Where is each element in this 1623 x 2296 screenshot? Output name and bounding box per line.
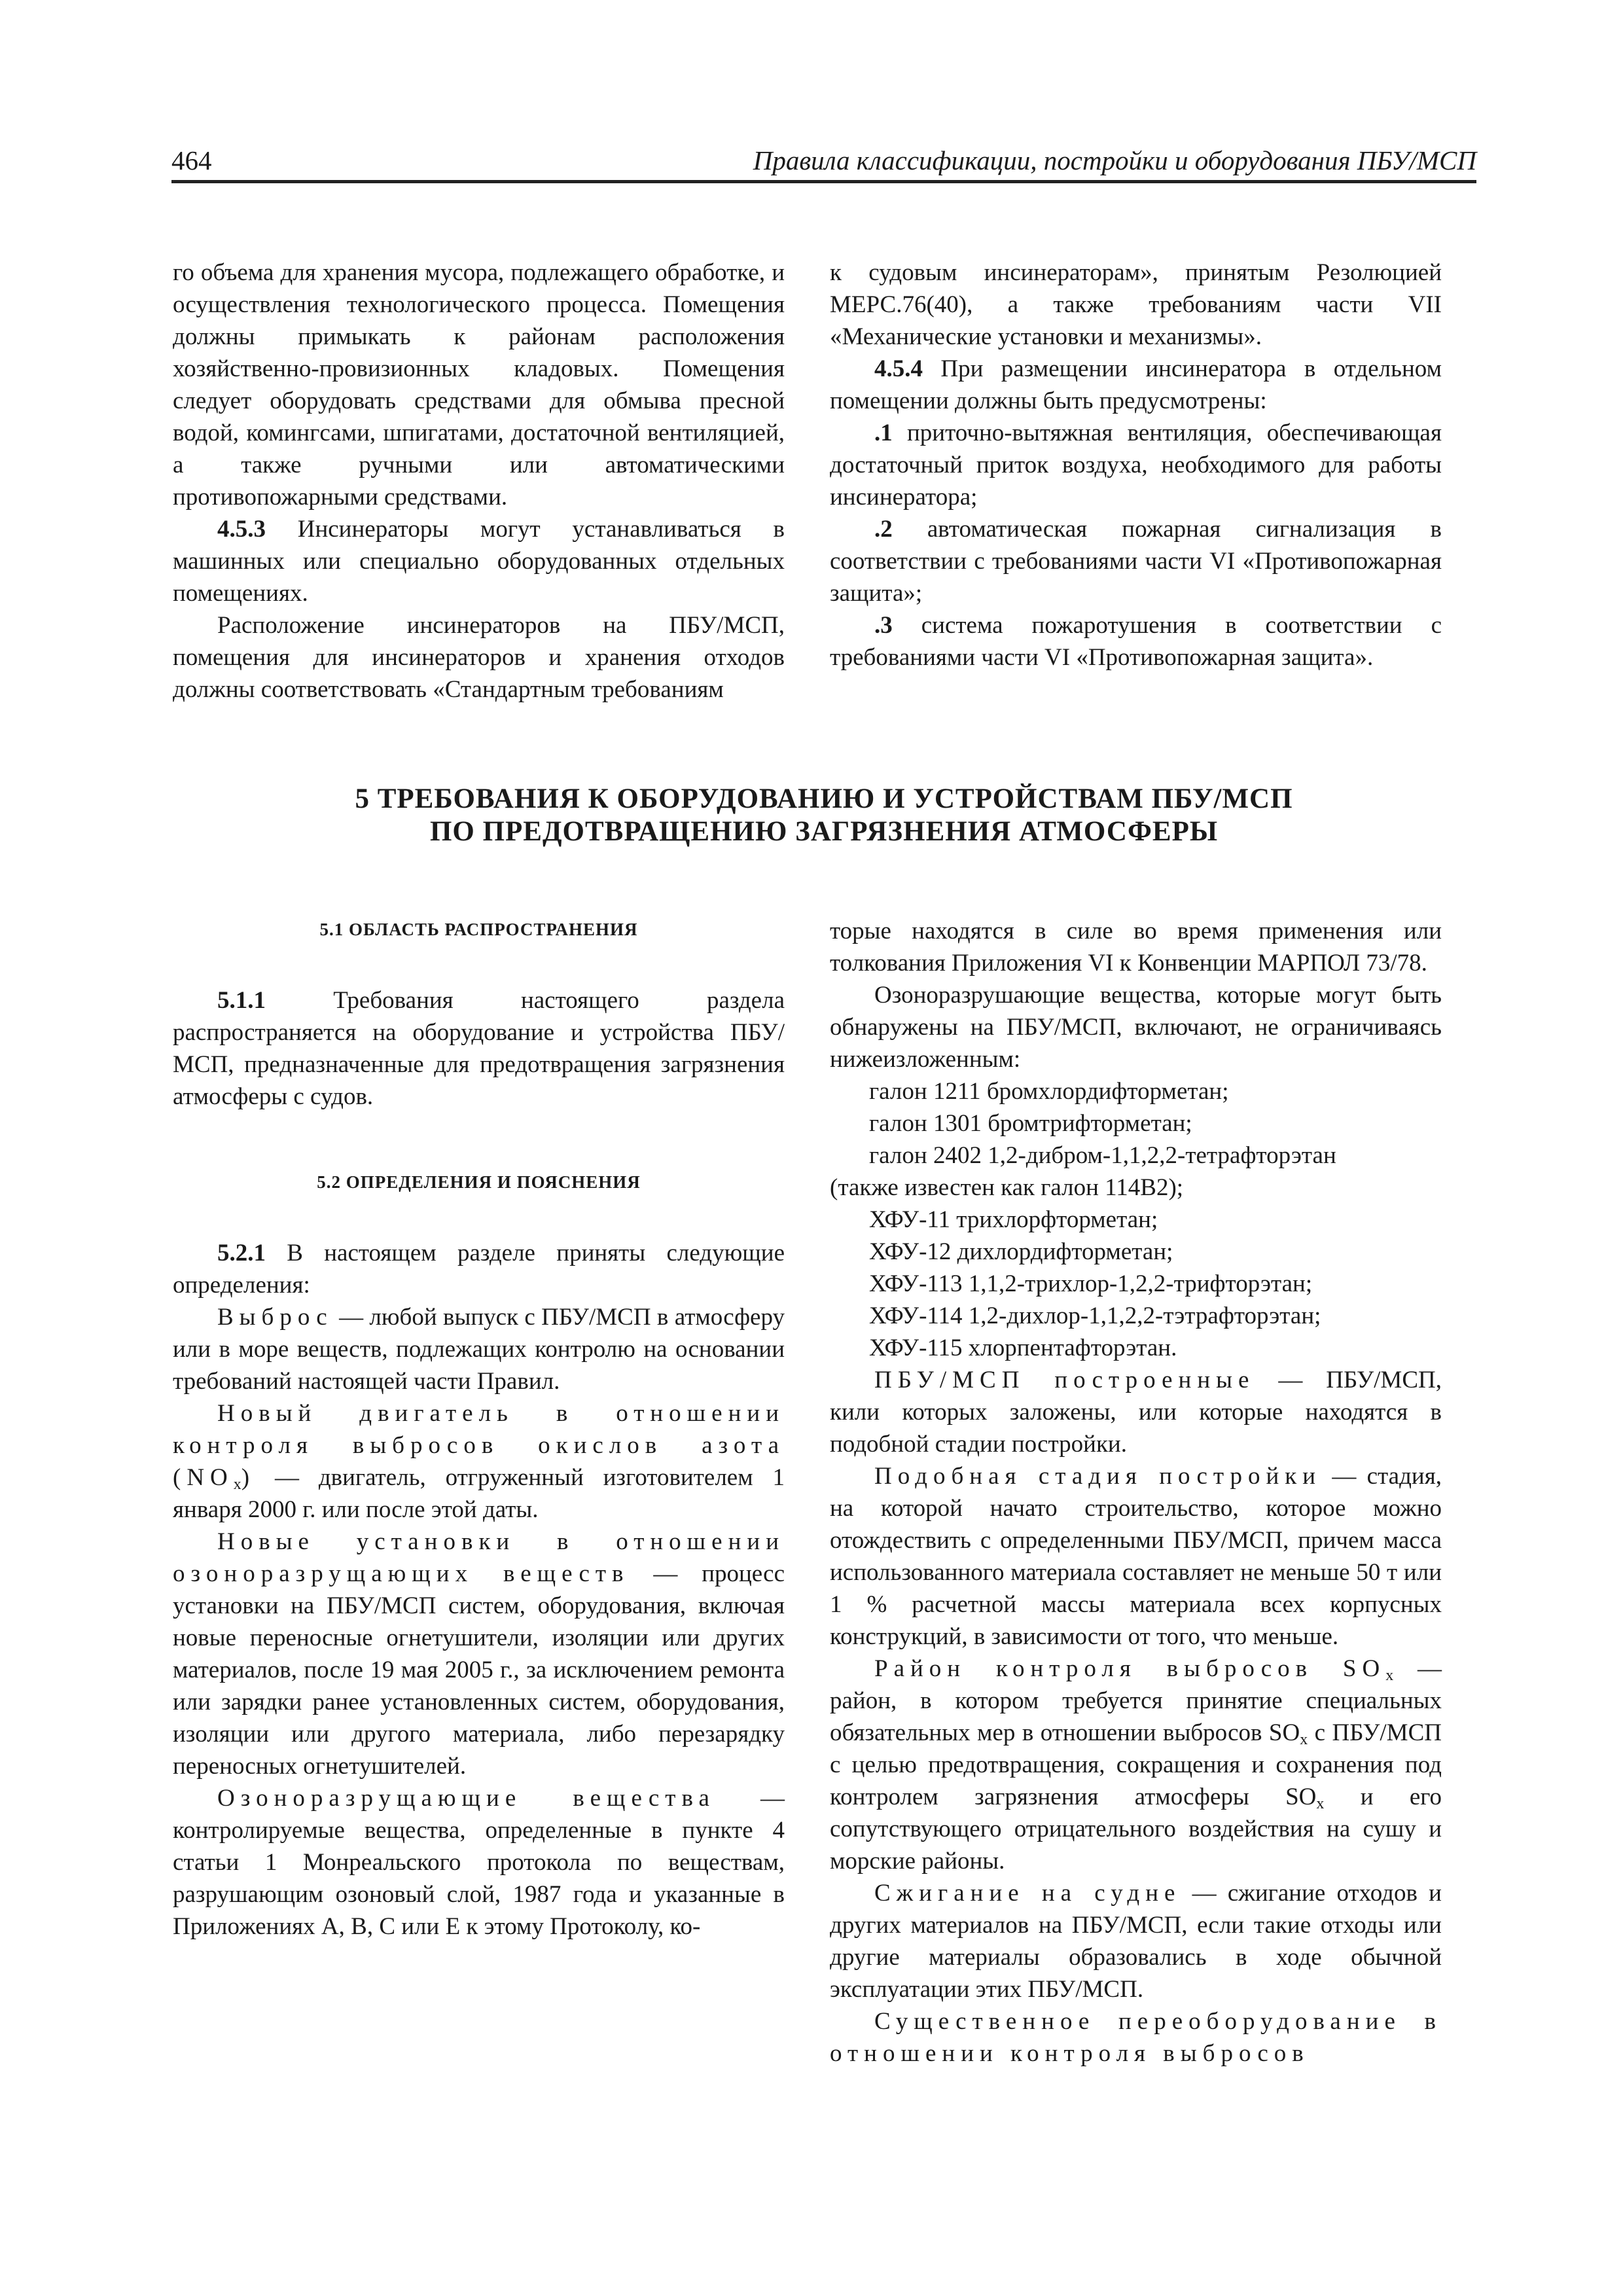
page-number: 464 — [171, 145, 212, 175]
clause-text: Инсинераторы могут устанавливаться в машинных или специально оборудованных отдельных помещениях. — [173, 516, 785, 607]
top-left-column — [173, 257, 785, 706]
page-header — [171, 141, 1476, 183]
subscript: x — [1316, 1795, 1325, 1812]
item-text: автоматическая пожарная сигнализация в соответствии с требованиями части VI «Противопожарная защита»; — [830, 516, 1442, 607]
item-number: .1 — [874, 420, 893, 446]
definition — [173, 1526, 785, 1782]
subsection-heading: 5.2 ОПРЕДЕЛЕНИЯ И ПОЯСНЕНИЯ — [317, 1172, 641, 1192]
paragraph: к судовым инсинераторам», принятым Резолюцией МЕРС.76(40), а также требованиям части VII «Механические установки и механизмы». — [830, 259, 1442, 350]
definition-term: Подобная стадия постройки — [874, 1463, 1322, 1490]
clause-4-5-3 — [173, 513, 785, 609]
subscript: x — [1300, 1731, 1308, 1748]
item-number: .3 — [874, 612, 893, 639]
list-item — [830, 513, 1442, 609]
clause-5-1-1 — [173, 984, 785, 1113]
clause-4-5-4 — [830, 353, 1442, 417]
subscript: x — [1385, 1667, 1394, 1684]
clause-text: Требования настоящего раздела распространяется на оборудование и устройства ПБУ/МСП, предназначенные для предотвращения загрязнения атмосферы с судов. — [173, 987, 785, 1110]
definition — [830, 2005, 1442, 2070]
section-title — [171, 783, 1476, 848]
definition-text: — район, в котором требуется принятие специальных обязательных мер в отношении выбросов SO — [830, 1655, 1442, 1746]
paragraph: Расположение инсинераторов на ПБУ/МСП, помещения для инсинераторов и хранения отходов должны соответствовать «Стандартным требованиям — [173, 612, 785, 703]
definition-text: — стадия, на которой начато строительство, которое можно отождествить с определенными ПБУ/МСП, причем масса использованного материала составляет не меньше 50 т или 1 % расчетной массы материала всех корпусных конструкций, в зависимости от того, что меньше. — [830, 1463, 1442, 1650]
subsection-heading: 5.1 ОБЛАСТЬ РАСПРОСТРАНЕНИЯ — [319, 920, 638, 939]
paragraph: го объема для хранения мусора, подлежащего обработке, и осуществления технологического процесса. Помещения должны примыкать к районам расположения хозяйственно-провизионных кладовых. Помещения следует оборудовать средствами для обмыва пресной водой, комингсами, шпигатами, достаточной вентиляцией, а также ручными или автоматическими противопожарными средствами. — [173, 259, 785, 511]
list-item: галон 1211 бромхлордифторметан; — [869, 1078, 1229, 1105]
item-text: приточно-вытяжная вентиляция, обеспечивающая достаточный приток воздуха, необходимого для работы инсинератора; — [830, 420, 1442, 511]
definition — [173, 1397, 785, 1526]
definition-term: Новые установки в отношении озоноразрущающих веществ — [173, 1528, 785, 1587]
subscript: x — [233, 1476, 241, 1493]
list-item: ХФУ-11 трихлорфторметан; — [869, 1206, 1158, 1233]
paragraph: торые находятся в силе во время применения или толкования Приложения VI к Конвенции МАРПОЛ 73/78. — [830, 918, 1442, 977]
list-item: галон 1301 бромтрифторметан; — [869, 1110, 1192, 1137]
list-item: ХФУ-115 хлорпентафторэтан. — [869, 1335, 1177, 1361]
definition-text: — любой выпуск с ПБУ/МСП в атмосферу или в море веществ, подлежащих контролю на основании требований настоящей части Правил. — [173, 1304, 785, 1395]
list-item: ХФУ-113 1,1,2-трихлор-1,2,2-трифторэтан; — [869, 1270, 1313, 1297]
section-title-line: ПО ПРЕДОТВРАЩЕНИЮ ЗАГРЯЗНЕНИЯ АТМОСФЕРЫ — [429, 816, 1219, 847]
definition-text: — двигатель, отгруженный изготовителем 1 января 2000 г. или после этой даты. — [173, 1464, 785, 1523]
definition-text: — сжигание отходов и других материалов на ПБУ/МСП, если такие отходы или другие материалы образовались в ходе обычной эксплуатации этих ПБУ/МСП. — [830, 1880, 1442, 2003]
definition-term: Озоноразрущающие вещества — [217, 1785, 715, 1812]
definition — [173, 1782, 785, 1943]
definition-text: — процесс установки на ПБУ/МСП систем, оборудования, включая новые переносные огнетушители, изоляции или других материалов, после 19 мая 2005 г., за исключением ремонта или зарядки ранее установленных систем, оборудования, изоляции или другого материала, либо перезарядку переносных огнетушителей. — [173, 1560, 785, 1780]
definition-term: Район контроля выбросов SO — [874, 1655, 1386, 1682]
definition — [830, 1364, 1442, 1460]
definition-text: с ПБУ/МСП с целью предотвращения, сокращения и сохранения под контролем загрязнения атмосферы SO — [830, 1719, 1442, 1810]
definition-text: и его сопутствующего отрицательного воздействия на сушу и морские районы. — [830, 1784, 1442, 1874]
bottom-right-column — [830, 915, 1442, 2070]
clause-5-2-1 — [173, 1237, 785, 1301]
bottom-left-column — [173, 915, 785, 1943]
clause-number: 5.1.1 — [217, 987, 266, 1014]
definition-term: Выброс — [217, 1304, 333, 1331]
list-item: ХФУ-114 1,2-дихлор-1,1,2,2-тэтрафторэтан; — [869, 1302, 1321, 1329]
clause-text: В настоящем разделе приняты следующие определения: — [173, 1240, 785, 1299]
definition — [830, 1460, 1442, 1653]
clause-number: 5.2.1 — [217, 1240, 266, 1266]
definition-term: Существенное переоборудование в отношении контроля выбросов — [830, 2008, 1442, 2067]
definition-term: Сжигание на судне — [874, 1880, 1181, 1907]
definition — [830, 1653, 1442, 1877]
list-item: галон 2402 1,2-дибром-1,1,2,2-тетрафторэтан — [869, 1142, 1336, 1169]
list-item — [830, 609, 1442, 673]
clause-text: При размещении инсинератора в отдельном помещении должны быть предусмотрены: — [830, 355, 1442, 414]
item-text: система пожаротушения в соответствии с требованиями части VI «Противопожарная защита». — [830, 612, 1442, 671]
paragraph: Озоноразрушающие вещества, которые могут быть обнаружены на ПБУ/МСП, включают, не ограничиваясь нижеизложенным: — [830, 982, 1442, 1073]
clause-number: 4.5.3 — [217, 516, 266, 543]
top-right-column — [830, 257, 1442, 673]
clause-number: 4.5.4 — [874, 355, 923, 382]
definition-term: ПБУ/МСП построенные — [874, 1367, 1255, 1393]
list-item — [830, 417, 1442, 513]
definition-term: Новый двигатель в отношении контроля выбросов окислов азота (NO — [173, 1400, 785, 1491]
definition-term: ) — [241, 1464, 256, 1491]
running-title: Правила классификации, постройки и оборудования ПБУ/МСП — [753, 145, 1476, 175]
definition — [830, 1877, 1442, 2005]
list-item: ХФУ-12 дихлордифторметан; — [869, 1238, 1173, 1265]
item-number: .2 — [874, 516, 893, 543]
definition — [173, 1301, 785, 1397]
list-item: (также известен как галон 114В2); — [830, 1174, 1184, 1201]
definition-text: — контролируемые вещества, определенные в пункте 4 статьи 1 Монреальского протокола по веществам, разрушающим озоновый слой, 1987 года и указанные в Приложениях А, В, С или Е к этому Протоколу, ко- — [173, 1785, 785, 1940]
section-title-line: 5 ТРЕБОВАНИЯ К ОБОРУДОВАНИЮ И УСТРОЙСТВАМ ПБУ/МСП — [355, 783, 1293, 814]
definition-text: — ПБУ/МСП, кили которых заложены, или которые находятся в подобной стадии постройки. — [830, 1367, 1442, 1458]
